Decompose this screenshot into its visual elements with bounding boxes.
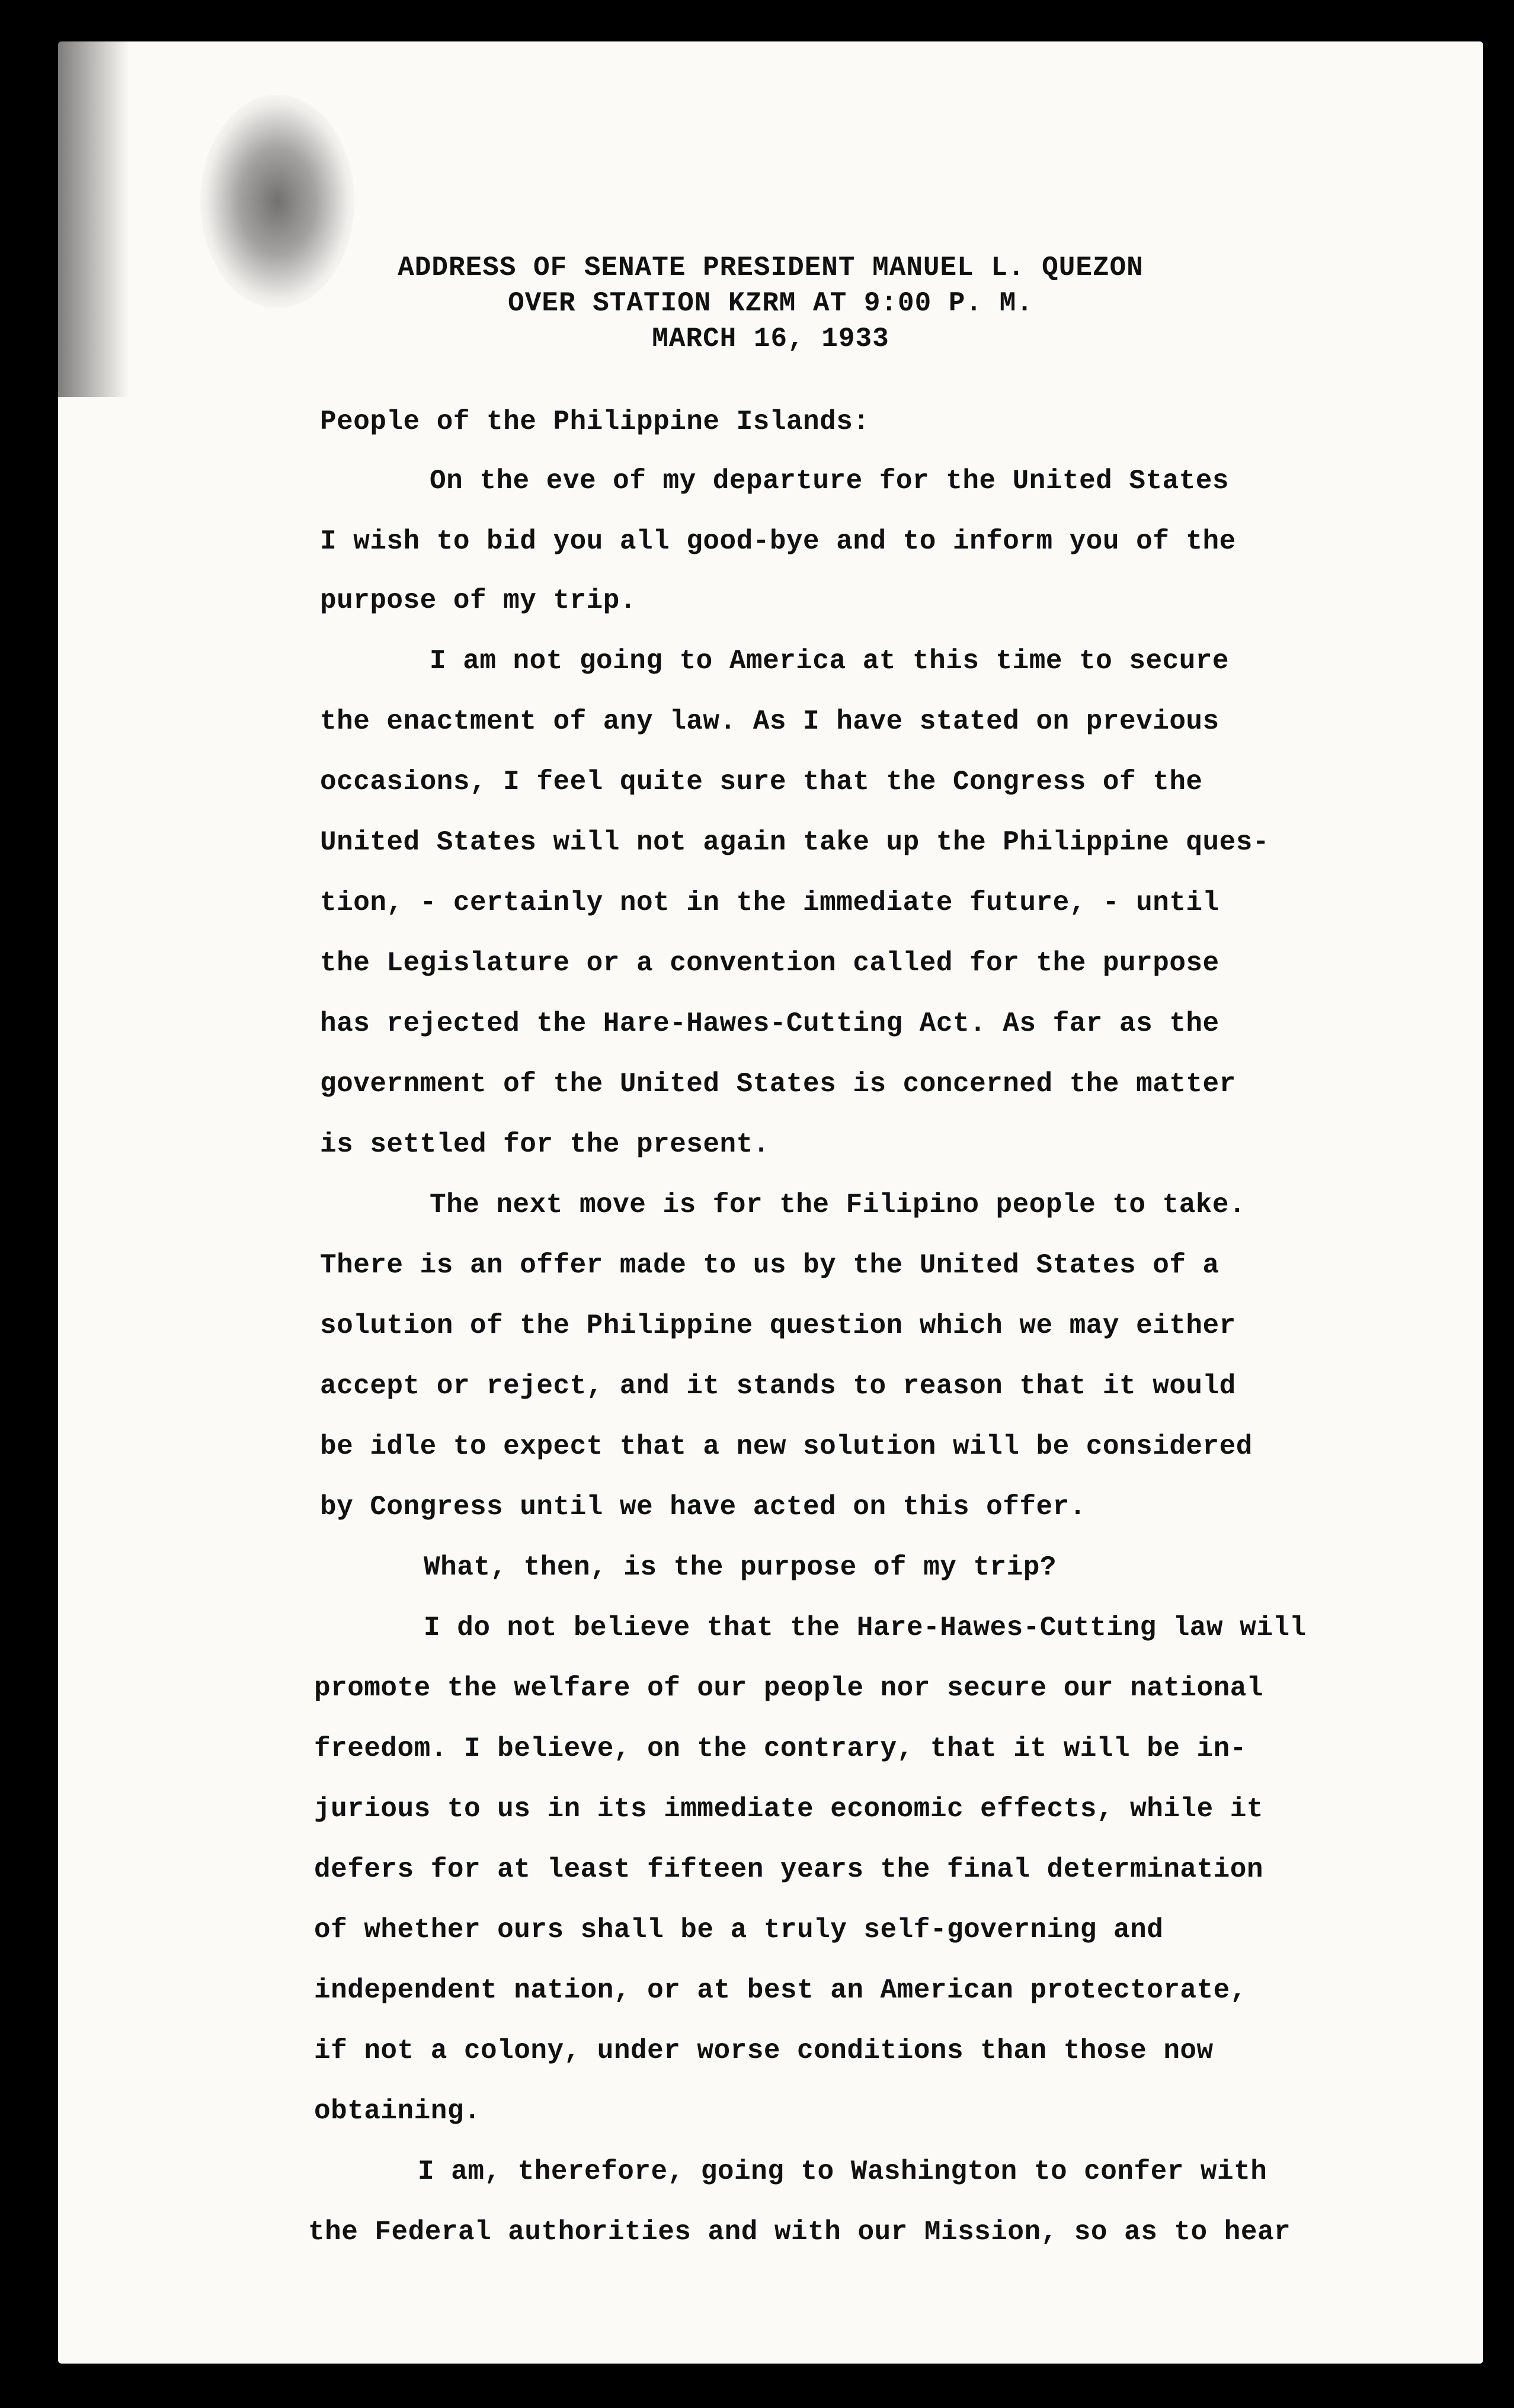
text-line: I am not going to America at this time to secure xyxy=(430,646,1230,676)
text-line: government of the United States is concerned the matter xyxy=(320,1069,1236,1099)
heading-line-1: ADDRESS OF SENATE PRESIDENT MANUEL L. QUEZON xyxy=(398,252,1144,283)
text-line: is settled for the present. xyxy=(320,1129,770,1160)
text-line: I do not believe that the Hare-Hawes-Cutting law will xyxy=(424,1612,1307,1643)
text-line: There is an offer made to us by the United States of a xyxy=(320,1250,1219,1281)
text-line: solution of the Philippine question which we may either xyxy=(320,1310,1236,1341)
document-page xyxy=(58,41,1483,2364)
text-line: On the eve of my departure for the United States xyxy=(430,466,1230,496)
text-line: United States will not again take up the Philippine ques- xyxy=(320,827,1269,858)
text-line: obtaining. xyxy=(314,2096,481,2127)
salutation: People of the Philippine Islands: xyxy=(320,406,870,437)
text-line: occasions, I feel quite sure that the Congress of the xyxy=(320,767,1203,797)
text-line: of whether ours shall be a truly self-governing and xyxy=(314,1915,1164,1945)
text-line: be idle to expect that a new solution will be considered xyxy=(320,1431,1253,1462)
heading-line-2: OVER STATION KZRM AT 9:00 P. M. xyxy=(508,288,1033,319)
document-heading xyxy=(58,250,1483,357)
text-line: the Federal authorities and with our Mission, so as to hear xyxy=(308,2217,1291,2247)
text-line: promote the welfare of our people nor secure our national xyxy=(314,1673,1263,1704)
text-line: freedom. I believe, on the contrary, that it will be in- xyxy=(314,1733,1247,1764)
text-line: the Legislature or a convention called for the purpose xyxy=(320,948,1219,979)
text-line: The next move is for the Filipino people to take. xyxy=(430,1189,1246,1220)
text-line: if not a colony, under worse conditions than those now xyxy=(314,2035,1214,2066)
text-line: What, then, is the purpose of my trip? xyxy=(424,1552,1057,1583)
text-line: has rejected the Hare-Hawes-Cutting Act. As far as the xyxy=(320,1008,1219,1039)
text-line: I wish to bid you all good-bye and to inform you of the xyxy=(320,526,1236,557)
text-line: purpose of my trip. xyxy=(320,585,636,616)
text-line: the enactment of any law. As I have stated on previous xyxy=(320,706,1219,737)
text-line: tion, - certainly not in the immediate future, - until xyxy=(320,887,1219,918)
text-line: defers for at least fifteen years the final determination xyxy=(314,1854,1263,1885)
text-line: jurious to us in its immediate economic effects, while it xyxy=(314,1794,1263,1825)
text-line: accept or reject, and it stands to reason that it would xyxy=(320,1371,1236,1402)
text-line: by Congress until we have acted on this offer. xyxy=(320,1492,1086,1522)
heading-line-3: MARCH 16, 1933 xyxy=(652,323,889,354)
text-line: independent nation, or at best an American protectorate, xyxy=(314,1975,1247,2006)
text-line: I am, therefore, going to Washington to confer with xyxy=(418,2156,1267,2187)
